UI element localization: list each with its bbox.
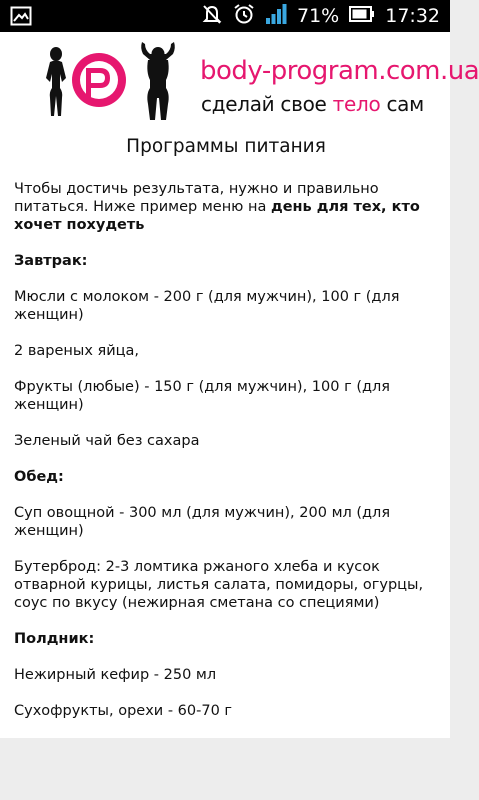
intro-text: Чтобы достичь результата, нужно и правильно питаться. Ниже пример меню на: [14, 181, 379, 215]
menu-item: Нежирный кефир - 250 мл: [14, 667, 217, 683]
snack-heading: Полдник:: [14, 631, 95, 647]
breakfast-heading: Завтрак:: [14, 253, 88, 269]
lunch-heading: Обед:: [14, 469, 64, 485]
menu-item: Зеленый чай без сахара: [14, 433, 200, 449]
menu-item: Мюсли с молоком - 200 г (для мужчин), 100 г (для женщин): [14, 289, 400, 323]
clock: 17:32: [385, 5, 440, 27]
menu-item: Суп овощной - 300 мл (для мужчин), 200 мл (для женщин): [14, 505, 391, 539]
logo-emblem-icon: [0, 32, 200, 132]
slogan-text-end: сам: [380, 92, 424, 116]
intro-bold: день для тех, кто хочет похудеть: [14, 199, 420, 233]
signal-icon: [265, 3, 287, 29]
battery-icon: [349, 6, 375, 26]
intro-paragraph: [14, 180, 438, 234]
battery-percent: 71%: [297, 5, 340, 27]
menu-item: Бутерброд: 2-3 ломтика ржаного хлеба и кусок отварной курицы, листья салата, помидоры, огурцы, соус по вкусу (нежирная сметана со специями): [14, 559, 424, 611]
site-name: body-program.com.ua: [200, 56, 479, 86]
article: [14, 134, 438, 738]
site-slogan: [201, 92, 424, 116]
page-title: Программы питания: [126, 136, 326, 157]
page-content: [0, 32, 479, 738]
site-logo[interactable]: [0, 32, 479, 132]
mute-icon: [201, 3, 223, 29]
image-notification-icon: [10, 6, 32, 30]
menu-item: Фрукты (любые) - 150 г (для мужчин), 100 г (для женщин): [14, 379, 390, 413]
status-bar: [0, 0, 450, 32]
slogan-accent: тело: [332, 92, 381, 116]
alarm-icon: [233, 3, 255, 29]
menu-item: Сухофрукты, орехи - 60-70 г: [14, 703, 233, 719]
slogan-text: сделай свое: [201, 92, 333, 116]
menu-item: 2 вареных яйца,: [14, 343, 140, 359]
